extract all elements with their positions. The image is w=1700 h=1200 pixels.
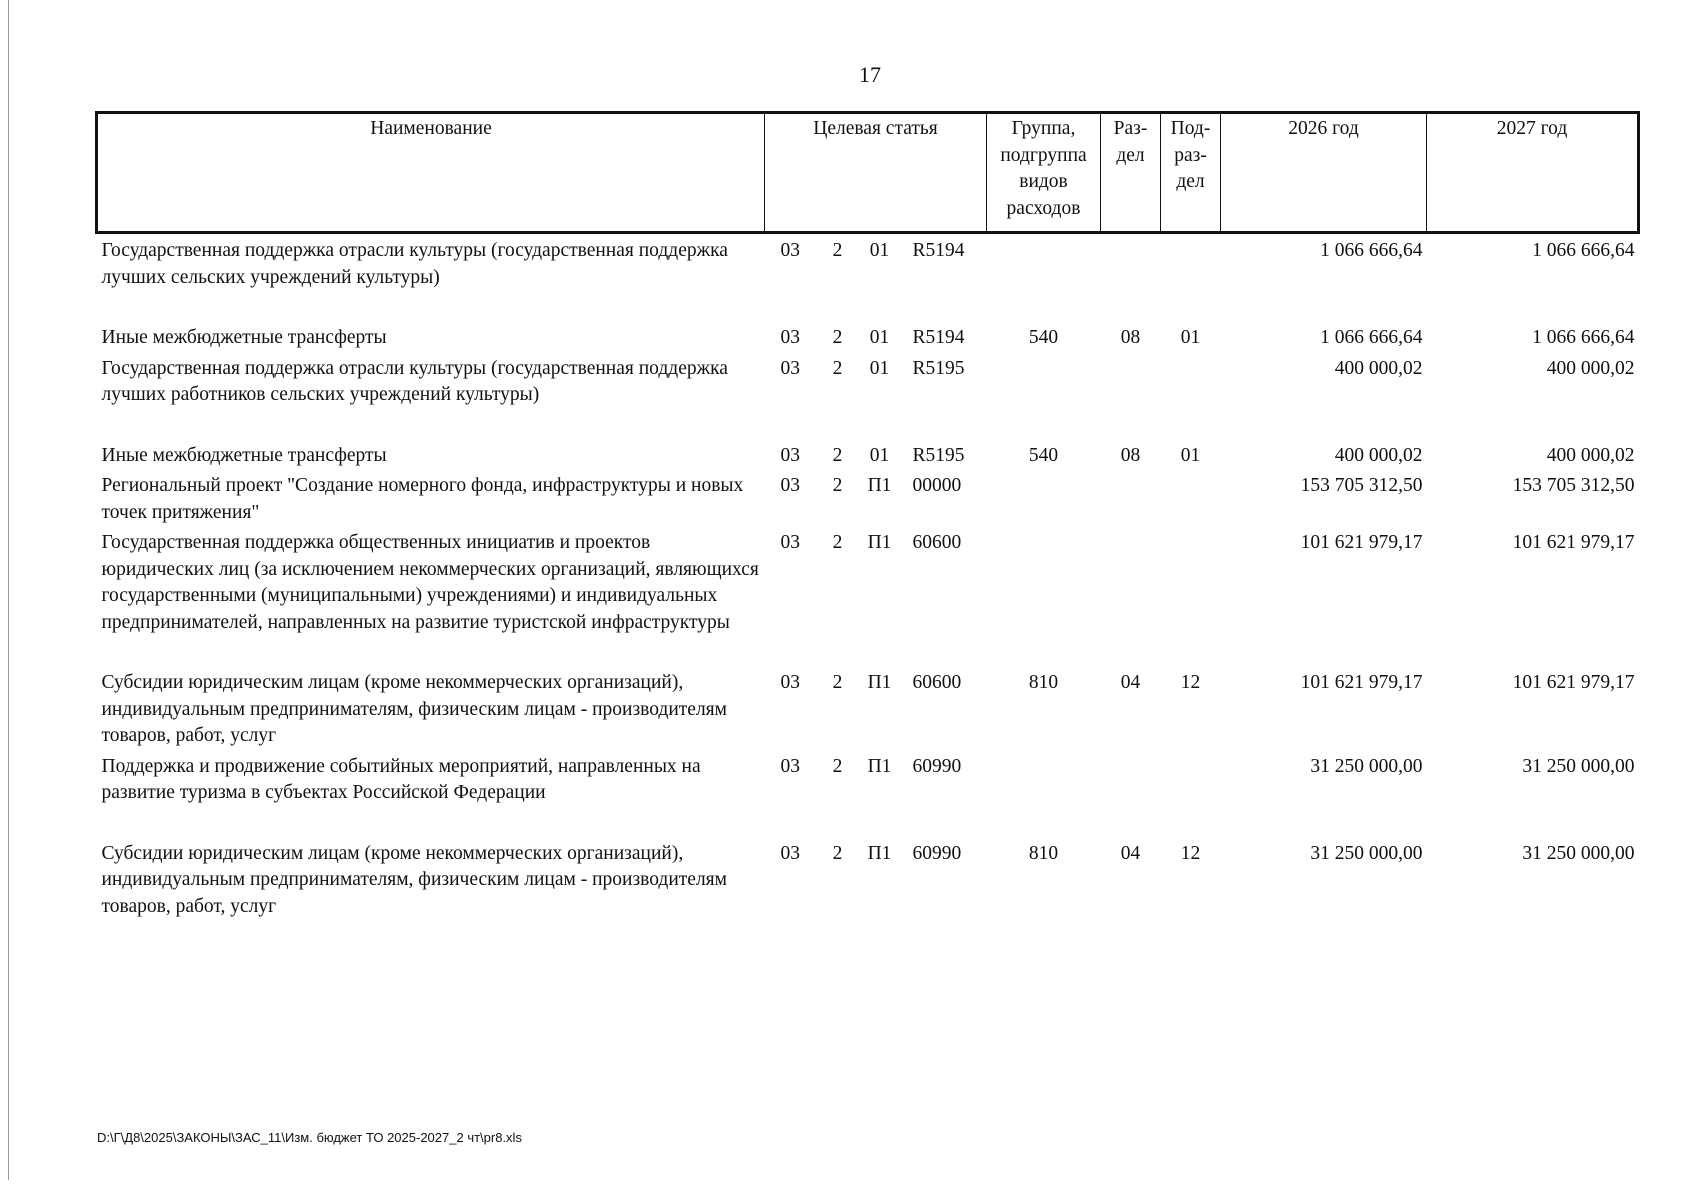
- code-direction: R5194: [912, 327, 965, 348]
- row-amount-2027: 31 250 000,00: [1522, 755, 1635, 777]
- code-event: 01: [869, 240, 890, 261]
- row-subsection: 12: [1180, 842, 1201, 864]
- table-row: [97, 321, 1639, 352]
- row-amount-2027: 31 250 000,00: [1522, 842, 1635, 864]
- row-expense-group: 540: [1028, 444, 1059, 466]
- row-expense-group: [987, 352, 1101, 439]
- header-year-2027: 2027 год: [1427, 113, 1639, 233]
- code-program: 03: [780, 240, 800, 261]
- row-name: Субсидии юридическим лицам (кроме некоммерческих организаций), индивидуальным предпринимателям, физическим лицам - производителям товаров, работ, услуг: [101, 672, 727, 746]
- row-subsection: 01: [1180, 327, 1201, 348]
- row-section: 08: [1120, 327, 1141, 348]
- code-event: П1: [867, 532, 892, 553]
- code-program: 03: [780, 672, 800, 693]
- code-subprogram: 2: [832, 755, 843, 777]
- code-subprogram: 2: [832, 842, 843, 864]
- row-target-code: [765, 439, 987, 470]
- code-event: 01: [869, 357, 890, 379]
- scan-edge-line: [8, 0, 9, 1180]
- code-direction: 60600: [912, 532, 962, 553]
- code-subprogram: 2: [832, 327, 843, 348]
- row-subsection: [1161, 352, 1221, 439]
- row-section: 04: [1120, 672, 1141, 693]
- row-expense-group: 810: [1028, 842, 1059, 864]
- row-name: Поддержка и продвижение событийных мероприятий, направленных на развитие туризма в субъектах Российской Федерации: [101, 755, 701, 803]
- row-amount-2026: 400 000,02: [1334, 444, 1423, 466]
- header-subsection: Под- раз- дел: [1161, 113, 1221, 233]
- code-direction: R5194: [912, 240, 965, 261]
- row-amount-2027: 1 066 666,64: [1532, 240, 1635, 261]
- header-year-2026: 2026 год: [1221, 113, 1427, 233]
- row-section: [1101, 469, 1161, 526]
- row-section: [1101, 750, 1161, 837]
- row-target-code: [765, 469, 987, 526]
- row-target-code: [765, 352, 987, 439]
- budget-table: [95, 111, 1640, 920]
- table-row: [97, 666, 1639, 750]
- row-amount-2027: 101 621 979,17: [1512, 532, 1635, 553]
- row-expense-group: [987, 469, 1101, 526]
- code-program: 03: [780, 755, 800, 777]
- row-subsection: 12: [1180, 672, 1201, 693]
- row-amount-2026: 1 066 666,64: [1320, 327, 1423, 348]
- row-amount-2026: 31 250 000,00: [1310, 755, 1423, 777]
- row-expense-group: [987, 233, 1101, 322]
- table-row: [97, 837, 1639, 921]
- code-direction: R5195: [912, 357, 965, 379]
- row-amount-2026: 153 705 312,50: [1300, 475, 1423, 496]
- table-row: [97, 439, 1639, 470]
- table-row: [97, 233, 1639, 322]
- row-name: Государственная поддержка отрасли культуры (государственная поддержка лучших работников сельских учреждений культуры): [101, 357, 728, 405]
- page-number: 17: [859, 62, 881, 87]
- table-header-row: [97, 113, 1639, 233]
- row-amount-2026: 1 066 666,64: [1320, 240, 1423, 261]
- row-target-code: [765, 321, 987, 352]
- row-amount-2027: 400 000,02: [1546, 444, 1635, 466]
- code-direction: 60990: [912, 755, 962, 777]
- code-direction: R5195: [912, 444, 965, 466]
- code-subprogram: 2: [832, 532, 843, 553]
- row-amount-2026: 31 250 000,00: [1310, 842, 1423, 864]
- table-row: [97, 526, 1639, 666]
- code-event: 01: [869, 327, 890, 348]
- header-target-article: Целевая статья: [765, 113, 987, 233]
- code-event: П1: [867, 672, 892, 693]
- row-amount-2027: 153 705 312,50: [1512, 475, 1635, 496]
- row-target-code: [765, 666, 987, 750]
- row-expense-group: 540: [1028, 327, 1059, 348]
- code-event: 01: [869, 444, 890, 466]
- row-subsection: [1161, 526, 1221, 666]
- row-amount-2027: 400 000,02: [1546, 357, 1635, 379]
- code-subprogram: 2: [832, 357, 843, 379]
- row-subsection: [1161, 469, 1221, 526]
- header-expense-group: Группа, подгруппа видов расходов: [987, 113, 1101, 233]
- row-section: [1101, 352, 1161, 439]
- row-name: Региональный проект "Создание номерного фонда, инфраструктуры и новых точек притяжения": [101, 475, 744, 523]
- row-amount-2026: 400 000,02: [1334, 357, 1423, 379]
- code-program: 03: [780, 444, 800, 466]
- row-name: Иные межбюджетные трансферты: [101, 444, 387, 466]
- row-expense-group: [987, 750, 1101, 837]
- code-program: 03: [780, 532, 800, 553]
- footer-file-path: D:\Г\Д8\2025\ЗАКОНЫ\ЗАС_11\Изм. бюджет ТО 2025-2027_2 чт\pr8.xls: [97, 1130, 522, 1145]
- row-expense-group: [987, 526, 1101, 666]
- code-program: 03: [780, 357, 800, 379]
- row-amount-2027: 101 621 979,17: [1512, 672, 1635, 693]
- code-subprogram: 2: [832, 240, 843, 261]
- row-target-code: [765, 837, 987, 921]
- row-name: Субсидии юридическим лицам (кроме некоммерческих организаций), индивидуальным предпринимателям, физическим лицам - производителям товаров, работ, услуг: [101, 842, 727, 917]
- row-section: 08: [1120, 444, 1141, 466]
- row-subsection: 01: [1180, 444, 1201, 466]
- row-section: 04: [1120, 842, 1141, 864]
- row-amount-2027: 1 066 666,64: [1532, 327, 1635, 348]
- row-amount-2026: 101 621 979,17: [1300, 672, 1423, 693]
- row-subsection: [1161, 750, 1221, 837]
- row-section: [1101, 233, 1161, 322]
- code-subprogram: 2: [832, 672, 843, 693]
- table-row: [97, 469, 1639, 526]
- row-name: Государственная поддержка отрасли культуры (государственная поддержка лучших сельских учреждений культуры): [101, 240, 728, 288]
- code-direction: 00000: [912, 475, 962, 496]
- row-name: Иные межбюджетные трансферты: [101, 327, 387, 348]
- header-name: Наименование: [97, 113, 765, 233]
- code-subprogram: 2: [832, 475, 843, 496]
- code-program: 03: [780, 475, 800, 496]
- row-subsection: [1161, 233, 1221, 322]
- code-program: 03: [780, 327, 800, 348]
- row-target-code: [765, 526, 987, 666]
- code-event: П1: [867, 842, 892, 864]
- code-direction: 60990: [912, 842, 962, 864]
- code-event: П1: [867, 755, 892, 777]
- table-row: [97, 750, 1639, 837]
- row-target-code: [765, 233, 987, 322]
- row-expense-group: 810: [1028, 672, 1059, 693]
- row-amount-2026: 101 621 979,17: [1300, 532, 1423, 553]
- code-program: 03: [780, 842, 800, 864]
- code-direction: 60600: [912, 672, 962, 693]
- row-name: Государственная поддержка общественных инициатив и проектов юридических лиц (за исключением некоммерческих организаций, являющихся государственными (муниципальными) учреждениями) и индивидуальных предпринимателей, направленных на развитие туристской инфраструктуры: [101, 532, 759, 633]
- header-section: Раз- дел: [1101, 113, 1161, 233]
- row-section: [1101, 526, 1161, 666]
- row-target-code: [765, 750, 987, 837]
- table-row: [97, 352, 1639, 439]
- code-event: П1: [867, 475, 892, 496]
- code-subprogram: 2: [832, 444, 843, 466]
